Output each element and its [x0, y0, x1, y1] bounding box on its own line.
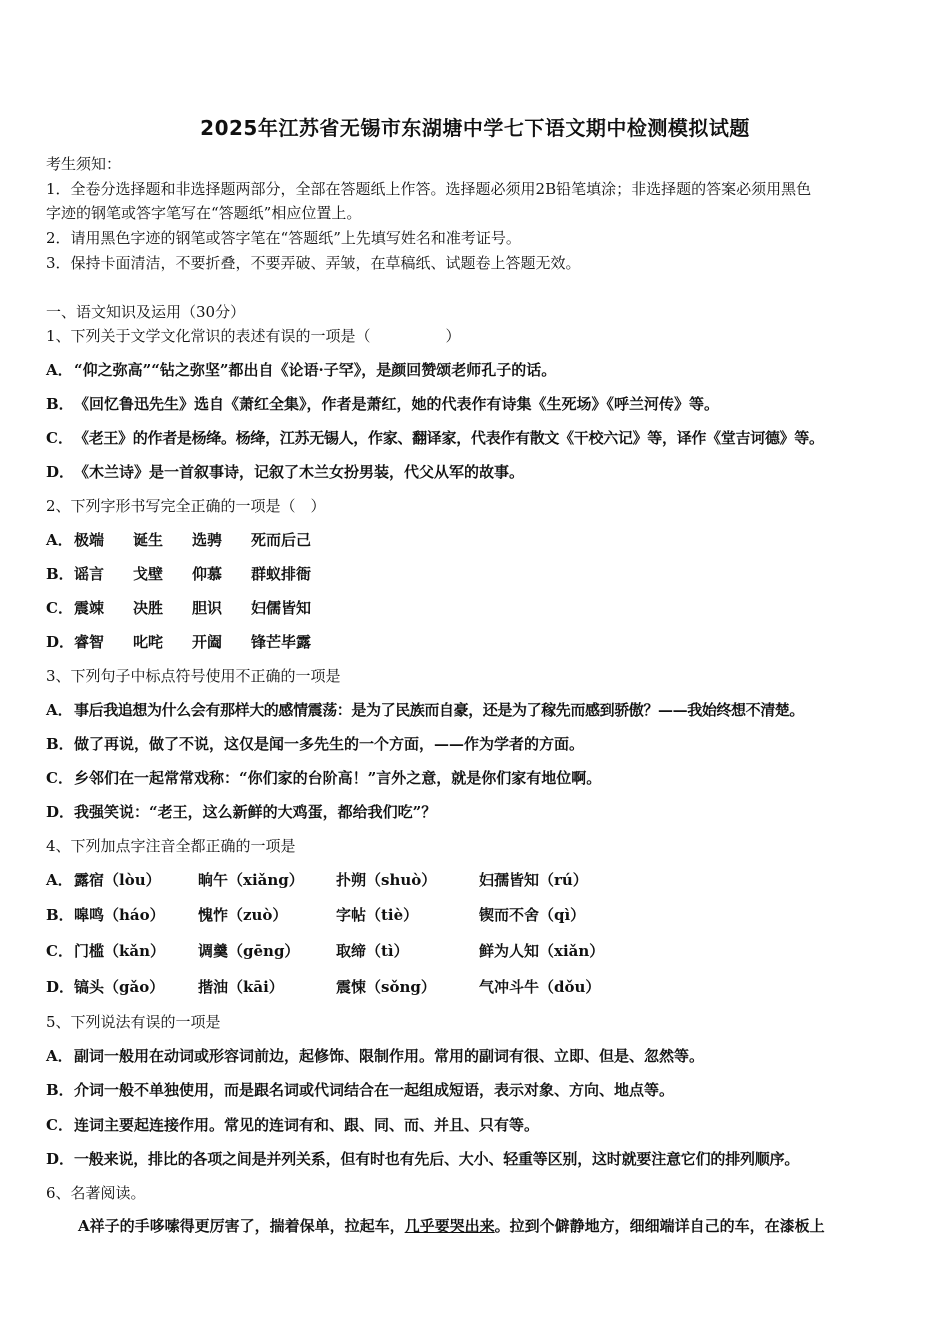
option-text: 做了再说，做了不说，这仅是闻一多先生的一个方面，——作为学者的方面。: [74, 735, 585, 753]
word: 锋芒毕露: [251, 633, 312, 651]
q3-option-d: [46, 802, 436, 822]
passage-text: 。拉到个僻静地方，细细端详自己的车，在漆板上: [494, 1217, 825, 1235]
option-text: 乡邻们在一起常常戏称：“你们家的台阶高！”言外之意，就是你们家有地位啊。: [74, 769, 602, 787]
option-label: A．: [46, 701, 73, 719]
option-text: 事后我追想为什么会有那样大的感情震荡：是为了民族而自豪，还是为了稼先而感到骄傲？——我始终想不清楚。: [74, 701, 805, 719]
word: 仰慕: [192, 565, 223, 583]
q5-option-c: [46, 1115, 539, 1135]
option-label: D．: [46, 463, 75, 481]
word: 字帖（tiè）: [336, 906, 419, 924]
option-label: C．: [46, 429, 73, 447]
option-label: D．: [46, 803, 75, 821]
word: 极端: [74, 531, 105, 549]
word: 胆识: [192, 599, 223, 617]
option-text: 《老王》的作者是杨绛。杨绛，江苏无锡人，作家、翻译家，代表作有散文《干校六记》等，译作《堂吉诃德》等。: [74, 429, 824, 447]
q1-option-d: [46, 462, 524, 482]
word: 愧怍（zuò）: [198, 906, 288, 924]
word: 决胜: [133, 599, 164, 617]
option-label: B．: [46, 395, 74, 413]
word: 门槛（kǎn）: [74, 942, 166, 960]
notice-heading: 考生须知：: [46, 155, 122, 173]
q5-option-d: [46, 1149, 799, 1169]
option-label: B．: [46, 1081, 74, 1099]
word: 鲜为人知（xiǎn）: [479, 942, 605, 960]
option-text: 一般来说，排比的各项之间是并列关系，但有时也有先后、大小、轻重等区别，这时就要注意它们的排列顺序。: [74, 1150, 800, 1168]
option-text: 介词一般不单独使用，而是跟名词或代词结合在一起组成短语，表示对象、方向、地点等。: [74, 1081, 675, 1099]
q3-option-b: [46, 734, 584, 754]
word: 晌午（xiǎng）: [198, 871, 304, 889]
section-heading: 一、语文知识及运用（30分）: [46, 303, 246, 321]
option-text: “仰之弥高”“钻之弥坚”都出自《论语·子罕》，是颜回赞颂老师孔子的话。: [74, 361, 557, 379]
q6-passage: [46, 1216, 916, 1236]
notice-item-3: 3．保持卡面清洁，不要折叠，不要弄破、弄皱，在草稿纸、试题卷上答题无效。: [46, 254, 581, 272]
option-label: B．: [46, 565, 74, 583]
q5-stem: 5、下列说法有误的一项是: [46, 1013, 221, 1031]
option-label: A．: [46, 531, 73, 549]
word: 露宿（lòu）: [74, 871, 161, 889]
q3-option-a: [46, 700, 804, 720]
q4-option-c: [46, 941, 604, 961]
word: 锲而不舍（qì）: [479, 906, 586, 924]
word: 谣言: [74, 565, 105, 583]
option-text: 《木兰诗》是一首叙事诗，记叙了木兰女扮男装，代父从军的故事。: [74, 463, 525, 481]
word: 调羹（gēng）: [198, 942, 300, 960]
q3-stem: 3、下列句子中标点符号使用不正确的一项是: [46, 667, 341, 685]
q3-option-c: [46, 768, 601, 788]
q1-option-b: [46, 394, 719, 414]
notice-item-1a: 1．全卷分选择题和非选择题两部分，全部在答题纸上作答。选择题必须用2B铅笔填涂；非选择题的答案必须用黑色: [46, 180, 812, 198]
option-label: B．: [46, 906, 74, 924]
option-label: D．: [46, 978, 75, 996]
word: 震悚（sǒng）: [336, 978, 436, 996]
word: 戈壁: [133, 565, 164, 583]
option-label: A．: [46, 871, 73, 889]
option-text: 副词一般用在动词或形容词前边，起修饰、限制作用。常用的副词有很、立即、但是、忽然等。: [74, 1047, 705, 1065]
word: 选骋: [192, 531, 223, 549]
option-label: D．: [46, 633, 75, 651]
q2-option-c: [46, 598, 311, 618]
word: 睿智: [74, 633, 105, 651]
q1-option-c: [46, 428, 824, 448]
q6-stem: 6、名著阅读。: [46, 1184, 146, 1202]
q2-option-d: [46, 632, 311, 652]
q2-option-b: [46, 564, 311, 584]
word: 叱咤: [133, 633, 164, 651]
word: 扑朔（shuò）: [336, 871, 437, 889]
passage-underlined-text: 几乎要哭出来: [404, 1217, 495, 1235]
q4-option-d: [46, 977, 600, 997]
word: 嗥鸣（háo）: [74, 906, 165, 924]
word: 诞生: [133, 531, 164, 549]
q5-option-a: [46, 1046, 704, 1066]
q2-option-a: [46, 530, 311, 550]
option-label: A．: [46, 361, 73, 379]
option-text: 我强笑说：“老王，这么新鲜的大鸡蛋，都给我们吃”？: [74, 803, 437, 821]
notice-item-1b: 字迹的钢笔或答字笔写在“答题纸”相应位置上。: [46, 204, 362, 222]
word: 震竦: [74, 599, 105, 617]
option-label: C．: [46, 599, 73, 617]
q4-option-a: [46, 870, 588, 890]
option-label: C．: [46, 942, 73, 960]
word: 气冲斗牛（dǒu）: [479, 978, 601, 996]
word: 妇孺皆知（rú）: [479, 871, 588, 889]
word: 死而后己: [251, 531, 312, 549]
page-title: 2025年江苏省无锡市东湖塘中学七下语文期中检测模拟试题: [200, 116, 750, 140]
passage-text: A祥子的手哆嗦得更厉害了，揣着保单，拉起车，: [78, 1217, 405, 1235]
word: 镐头（gǎo）: [74, 978, 165, 996]
option-text: 连词主要起连接作用。常见的连词有和、跟、同、而、并且、只有等。: [74, 1116, 540, 1134]
q2-stem: 2、下列字形书写完全正确的一项是（ ）: [46, 497, 326, 515]
option-label: B．: [46, 735, 74, 753]
q4-option-b: [46, 905, 585, 925]
option-label: C．: [46, 769, 73, 787]
q4-stem: 4、下列加点字注音全都正确的一项是: [46, 837, 296, 855]
q5-option-b: [46, 1080, 674, 1100]
option-label: D．: [46, 1150, 75, 1168]
q1-stem: 1、下列关于文学文化常识的表述有误的一项是（ ）: [46, 327, 461, 345]
q1-option-a: [46, 360, 556, 380]
word: 揩油（kāi）: [198, 978, 284, 996]
option-label: C．: [46, 1116, 73, 1134]
notice-item-2: 2．请用黑色字迹的钢笔或答字笔在“答题纸”上先填写姓名和准考证号。: [46, 229, 521, 247]
word: 妇儒皆知: [251, 599, 312, 617]
word: 开阖: [192, 633, 223, 651]
option-label: A．: [46, 1047, 73, 1065]
word: 群蚁排衙: [251, 565, 312, 583]
option-text: 《回忆鲁迅先生》选自《萧红全集》，作者是萧红，她的代表作有诗集《生死场》《呼兰河传》等。: [74, 395, 720, 413]
word: 取缔（tì）: [336, 942, 409, 960]
